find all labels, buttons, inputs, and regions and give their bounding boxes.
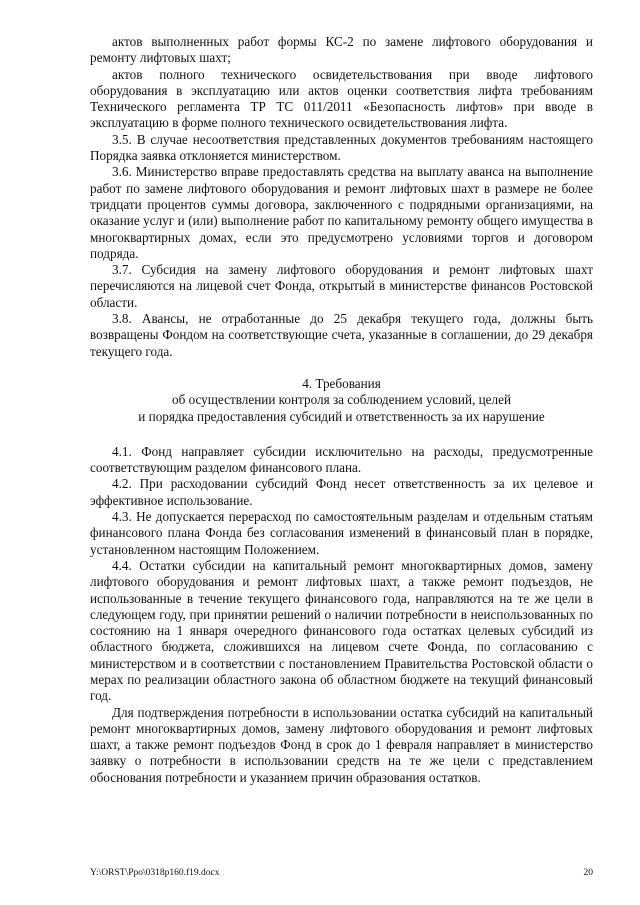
section-4-title-line-1: об осуществлении контроля за соблюдением условий, целей [171,392,512,408]
section-4-number: 4. Требования [302,375,381,391]
paragraph-4-2: 4.2. При расходовании субсидий Фонд несет ответственность за их целевое и эффективное использование. [90,476,593,508]
document-body [90,34,593,786]
page-number: 20 [583,868,593,878]
paragraph-4-3: 4.3. Не допускается перерасход по самостоятельным разделам и отдельным статьям финансового плана Фонда без согласования изменений в финансовый план в порядке, установленном настоящим Положением. [90,509,593,557]
paragraph-3-5: 3.5. В случае несоответствия представленных документов требованиям настоящего Порядка заявка отклоняется министерством. [90,131,593,164]
section-4-title-line-2: и порядка предоставления субсидий и ответственность за их нарушение [138,408,545,424]
paragraph-3-8: 3.8. Авансы, не отработанные до 25 декабря текущего года, должны быть возвращены Фондом на соответствующие счета, указанные в соглашении, до 29 декабря текущего года. [90,311,593,359]
paragraph-ks2-acts: актов выполненных работ формы КС-2 по замене лифтового оборудования и ремонту лифтовых шахт; [90,34,593,66]
paragraph-3-6: 3.6. Министерство вправе предоставлять средства на выплату аванса на выполнение работ по замене лифтового оборудования и ремонт лифтовых шахт в размере не более тридцати процентов суммы договора, заключенного с подрядными организациями, на оказание услуг и (или) выполнение работ по капитальному ремонту общего имущества в многоквартирных домах, если это предусмотрено условиями торгов и договором подряда. [90,164,593,261]
file-path: Y:\ORST\Ppo\0318p160.f19.docx [90,868,220,878]
section-4-heading [90,376,593,425]
paragraph-inspection-acts: актов полного технического освидетельствования при вводе лифтового оборудования в эксплуатацию или актов оценки соответствия лифта требованиям Технического регламента ТР ТС 011/2011 «Безопасность лифтов» при вводе в эксплуатацию в форме полного технического освидетельствования лифта. [90,66,593,131]
paragraph-4-1: 4.1. Фонд направляет субсидии исключительно на расходы, предусмотренные соответствующим разделом финансового плана. [90,443,593,476]
paragraph-remainder-request: Для подтверждения потребности в использовании остатка субсидий на капитальный ремонт многоквартирных домов, замену лифтового оборудования и ремонт лифтовых шахт, а также ремонт подъездов Фонд в срок до 1 февраля направляет в министерство заявку о потребности в использовании средств на те же цели с представлением обоснования потребности и указанием причин образования остатков. [90,704,593,785]
paragraph-4-4: 4.4. Остатки субсидии на капитальный ремонт многоквартирных домов, замену лифтового оборудования и ремонт лифтовых шахт, а также ремонт подъездов, не использованные в течение текущего финансового года, направляются на те же цели в следующем году, при принятии решений о наличии потребности в неиспользованных по состоянию на 1 января очередного финансового года остатках целевых субсидий из областного бюджета, сложившихся на лицевом счете Фонда, по согласованию с министерством и в соответствии с постановлением Правительства Ростовской области о мерах по реализации областного закона об областном бюджете на текущий финансовый год. [90,557,593,704]
paragraph-3-7: 3.7. Субсидия на замену лифтового оборудования и ремонт лифтовых шахт перечисляются на лицевой счет Фонда, открытый в министерстве финансов Ростовской области. [90,262,593,310]
